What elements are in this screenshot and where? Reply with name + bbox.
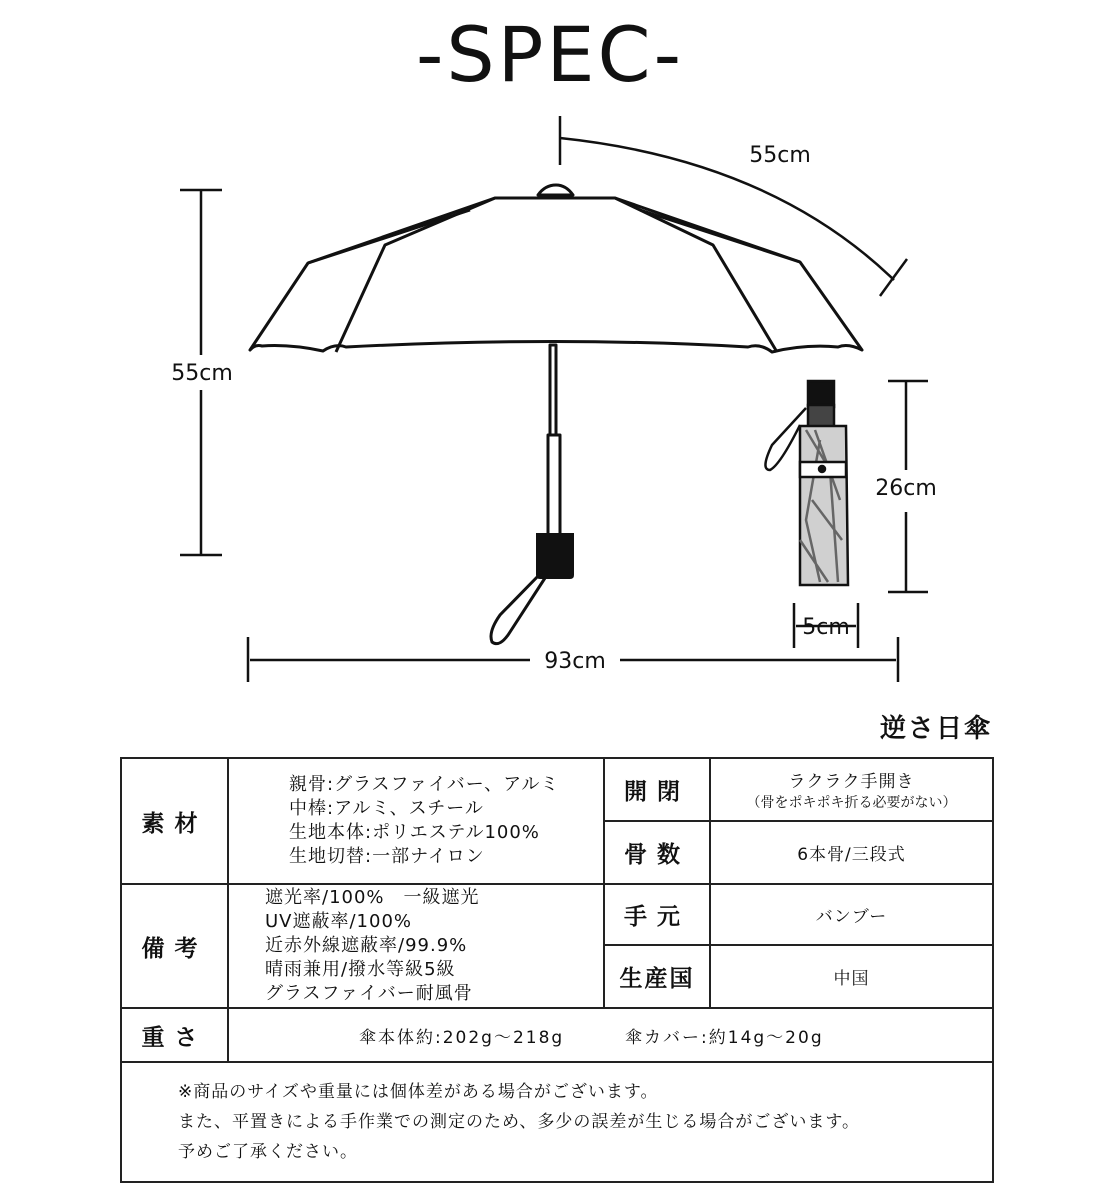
umbrella-shaft-upper <box>550 345 556 435</box>
product-subtitle: 逆さ日傘 <box>879 714 992 744</box>
disclaimer-line: また、平置きによる手作業での測定のため、多少の誤差が生じる場合がございます。 <box>178 1112 860 1132</box>
folded-umbrella-illustration <box>765 381 848 585</box>
spec-table <box>120 757 994 1183</box>
opening-label: 開閉 <box>604 758 710 821</box>
material-value <box>228 758 604 884</box>
handle-label: 手元 <box>604 884 710 945</box>
opening-value-note: （骨をポキポキ折る必要がない） <box>746 795 957 811</box>
dim-open-height: 55cm <box>171 361 233 386</box>
handle-value: バンブー <box>710 884 993 945</box>
umbrella-diagram <box>0 100 1100 700</box>
material-line: 生地本体:ポリエステル100% <box>289 822 540 843</box>
weight-body: 傘本体約:202g～218g <box>359 1027 565 1048</box>
open-umbrella-illustration <box>250 185 862 535</box>
material-label: 素材 <box>121 758 228 884</box>
canopy-outline <box>250 198 862 352</box>
weight-cover: 傘カバー:約14g～20g <box>625 1027 824 1048</box>
origin-label: 生産国 <box>604 945 710 1008</box>
canopy-top-cap <box>538 185 573 195</box>
opening-value <box>710 758 993 821</box>
weight-label: 重さ <box>121 1008 228 1062</box>
disclaimer-line: 予めご了承ください。 <box>178 1142 358 1162</box>
disclaimer-notes <box>121 1062 993 1182</box>
remarks-line: 近赤外線遮蔽率/99.9% <box>265 935 468 956</box>
dim-folded-diameter: 5cm <box>802 615 850 640</box>
ribs-value: 6本骨/三段式 <box>710 821 993 884</box>
handle-strap <box>491 572 545 644</box>
remarks-label: 備考 <box>121 884 228 1008</box>
remarks-value <box>228 884 604 1008</box>
dim-rib-length: 55cm <box>749 143 811 168</box>
ribs-label: 骨数 <box>604 821 710 884</box>
origin-value: 中国 <box>710 945 993 1008</box>
material-line: 中棒:アルミ、スチール <box>289 798 484 819</box>
remarks-line: グラスファイバー耐風骨 <box>265 983 473 1004</box>
page-title: -SPEC- <box>415 10 684 99</box>
weight-value <box>228 1008 993 1062</box>
remarks-line: 遮光率/100% 一級遮光 <box>265 887 480 908</box>
remarks-line: 晴雨兼用/撥水等級5級 <box>265 959 456 980</box>
material-line: 親骨:グラスファイバー、アルミ <box>289 774 560 795</box>
dim-folded-length: 26cm <box>875 476 937 501</box>
disclaimer-line: ※商品のサイズや重量には個体差がある場合がございます。 <box>178 1082 659 1102</box>
dim-open-width: 93cm <box>544 649 606 674</box>
opening-value-text: ラクラク手開き <box>788 772 915 792</box>
remarks-line: UV遮蔽率/100% <box>265 911 413 932</box>
material-line: 生地切替:一部ナイロン <box>289 846 485 867</box>
umbrella-shaft-lower <box>548 435 560 535</box>
